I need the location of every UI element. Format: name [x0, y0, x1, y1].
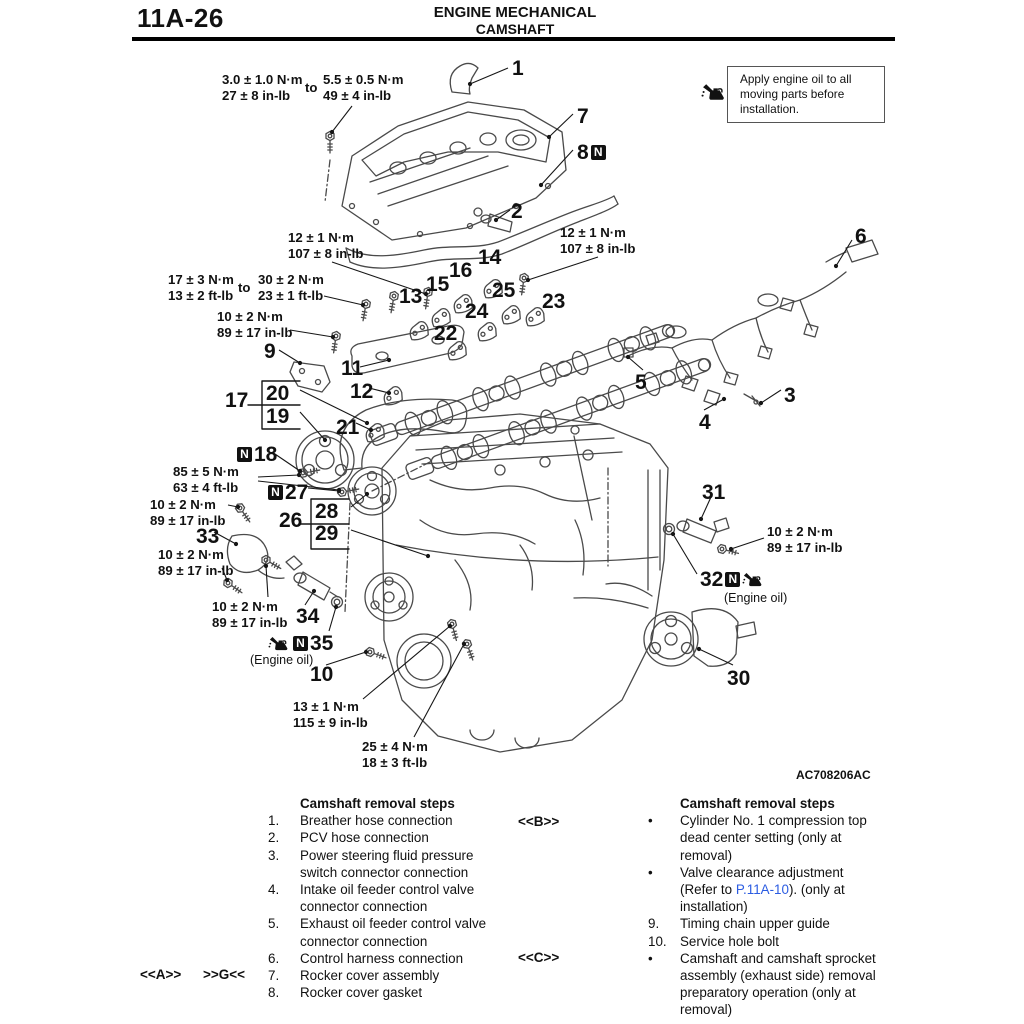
figure-code: AC708206AC: [796, 768, 871, 782]
legend-item: [268, 847, 524, 881]
callout-21: [336, 417, 359, 438]
callout-number: 11: [341, 357, 364, 380]
torque-spec: 3.0 ± 1.0 N·m 27 ± 8 in-lb: [222, 72, 303, 103]
section-title: ENGINE MECHANICAL: [433, 4, 597, 21]
torque-spec: 17 ± 3 N·m 13 ± 2 ft-lb: [168, 272, 234, 303]
callout-13: [399, 286, 422, 307]
legend-bullet: •: [648, 864, 653, 880]
torque-spec: 25 ± 4 N·m 18 ± 3 ft-lb: [362, 739, 428, 770]
legend-item: [648, 864, 888, 916]
new-part-symbol: N: [591, 145, 606, 160]
callout-5: [635, 372, 647, 393]
legend-right: [648, 795, 888, 1019]
procedure-marker: <<C>>: [518, 950, 560, 965]
callout-10: [310, 664, 333, 685]
callout-2: [511, 201, 523, 222]
note-text: Apply engine oil to all moving parts before installation.: [740, 72, 852, 116]
legend-number: 4.: [268, 882, 280, 898]
engine-oil-caption: (Engine oil): [250, 653, 314, 667]
callout-number: 9: [264, 340, 276, 363]
torque-spec: 12 ± 1 N·m 107 ± 8 in-lb: [560, 225, 636, 256]
callout-number: 3: [784, 384, 796, 407]
callout-3: [784, 385, 796, 406]
procedure-marker: >>G<<: [203, 967, 246, 982]
legend-text: Timing chain upper guide: [680, 916, 830, 932]
procedure-marker: <<B>>: [518, 814, 560, 829]
callout-number: 29: [315, 522, 339, 545]
callout-number: 2: [511, 200, 523, 223]
callout-number: 26: [279, 509, 303, 532]
legend-text: Exhaust oil feeder control valve connector connection: [300, 916, 487, 949]
legend-left: [268, 795, 524, 1001]
new-part-symbol: N: [293, 636, 308, 651]
callout-number: 7: [577, 105, 589, 128]
legend-item: [648, 950, 888, 1019]
legend-item: [268, 881, 524, 915]
callout-34: [296, 606, 319, 627]
callout-number: 13: [399, 285, 423, 308]
callout-number: 19: [266, 405, 290, 428]
torque-spec: 12 ± 1 N·m 107 ± 8 in-lb: [288, 230, 364, 261]
callout-number: 34: [296, 605, 320, 628]
legend-text: Power steering fluid pressure switch connector connection: [300, 847, 474, 880]
torque-joiner: to: [305, 80, 318, 95]
callout-number: 1: [512, 57, 524, 80]
oil-can-icon: [268, 637, 291, 651]
callout-number: 16: [449, 259, 473, 282]
callout-12: [350, 381, 373, 402]
legend-item: [268, 829, 524, 846]
legend-text: Camshaft and camshaft sprocket assembly (exhaust side) removal preparatory operation (only at removal): [680, 950, 876, 1018]
legend-item: [268, 915, 524, 949]
legend-number: 3.: [268, 847, 280, 863]
torque-spec: 10 ± 2 N·m 89 ± 17 in-lb: [158, 547, 234, 578]
callout-6: [855, 226, 867, 247]
callout-9: [264, 341, 276, 362]
callout-23: [542, 291, 565, 312]
legend-number: 10.: [648, 933, 667, 949]
callout-number: 21: [336, 416, 360, 439]
legend-number: 7.: [268, 968, 280, 984]
callout-30: [727, 668, 750, 689]
callout-20: [266, 383, 289, 404]
callout-number: 12: [350, 380, 374, 403]
callout-number: 30: [727, 667, 751, 690]
callout-18: [237, 444, 277, 465]
subsection-title: CAMSHAFT: [475, 21, 555, 37]
new-part-symbol: N: [237, 447, 252, 462]
legend-item: [268, 950, 524, 967]
legend-text: Cylinder No. 1 compression top dead center setting (only at removal): [680, 813, 867, 863]
new-part-symbol: N: [268, 485, 283, 500]
callout-number: 24: [465, 300, 489, 323]
legend-item: [268, 967, 524, 984]
callout-27: [268, 482, 308, 503]
procedure-marker: <<A>>: [140, 967, 182, 982]
legend-item: [268, 984, 524, 1001]
legend-bullet: •: [648, 813, 653, 829]
torque-joiner: to: [238, 280, 251, 295]
page-code: 11A-26: [137, 3, 224, 33]
callout-8: [577, 142, 606, 163]
callout-25: [492, 280, 515, 301]
legend-text: Control harness connection: [300, 950, 464, 966]
torque-spec: 10 ± 2 N·m 89 ± 17 in-lb: [767, 524, 843, 555]
callout-number: 23: [542, 290, 566, 313]
callout-26: [279, 510, 302, 531]
callout-number: 32: [700, 568, 724, 591]
callout-number: 35: [310, 632, 334, 655]
legend-number: 1.: [268, 813, 280, 829]
callout-11: [341, 358, 363, 379]
callout-4: [699, 412, 711, 433]
callout-number: 15: [426, 273, 450, 296]
callout-33: [196, 526, 219, 547]
callout-number: 10: [310, 663, 334, 686]
legend-text: PCV hose connection: [300, 830, 429, 846]
callout-number: 4: [699, 411, 711, 434]
legend-text: Breather hose connection: [300, 813, 453, 829]
callout-31: [702, 482, 725, 503]
callout-number: 25: [492, 279, 516, 302]
callout-15: [426, 274, 449, 295]
legend-title: Camshaft removal steps: [300, 796, 455, 811]
callout-16: [449, 260, 472, 281]
torque-spec: 13 ± 1 N·m 115 ± 9 in-lb: [293, 699, 368, 730]
legend-item: [648, 915, 888, 932]
callout-number: 20: [266, 382, 290, 405]
callout-number: 18: [254, 443, 278, 466]
callout-17: [225, 390, 248, 411]
legend-number: 8.: [268, 985, 280, 1001]
callout-number: 17: [225, 389, 249, 412]
callout-number: 14: [478, 246, 502, 269]
callout-number: 8: [577, 141, 589, 164]
legend-number: 9.: [648, 916, 660, 932]
callout-7: [577, 106, 589, 127]
torque-spec: 30 ± 2 N·m 23 ± 1 ft-lb: [258, 272, 324, 303]
callout-22: [434, 323, 457, 344]
new-part-symbol: N: [725, 572, 740, 587]
callout-14: [478, 247, 501, 268]
oil-can-icon: [742, 573, 765, 587]
callout-24: [465, 301, 488, 322]
callout-number: 33: [196, 525, 220, 548]
legend-text: Valve clearance adjustment (Refer to P.11A-10). (only at installation): [680, 864, 845, 915]
legend-text: Service hole bolt: [680, 933, 779, 949]
page-ref-link[interactable]: P.11A-10: [735, 882, 789, 898]
callout-32: [700, 569, 765, 590]
callout-number: 6: [855, 225, 867, 248]
legend-text: Intake oil feeder control valve connector connection: [300, 882, 475, 915]
torque-spec: 10 ± 2 N·m 89 ± 17 in-lb: [217, 309, 293, 340]
callout-28: [315, 501, 338, 522]
callout-1: [512, 58, 524, 79]
legend-text: Rocker cover assembly: [300, 968, 440, 984]
legend-item: [648, 933, 888, 950]
callout-number: 27: [285, 481, 309, 504]
legend-title: Camshaft removal steps: [680, 796, 835, 811]
legend-bullet: •: [648, 950, 653, 966]
torque-spec: 5.5 ± 0.5 N·m 49 ± 4 in-lb: [323, 72, 404, 103]
legend-number: 2.: [268, 830, 280, 846]
callout-number: 31: [702, 481, 726, 504]
torque-spec: 85 ± 5 N·m 63 ± 4 ft-lb: [173, 464, 239, 495]
torque-spec: 10 ± 2 N·m 89 ± 17 in-lb: [212, 599, 288, 630]
legend-number: 5.: [268, 916, 280, 932]
legend-number: 6.: [268, 950, 280, 966]
callout-number: 22: [434, 322, 458, 345]
legend-text: Rocker cover gasket: [300, 985, 423, 1001]
callout-19: [266, 406, 289, 427]
callout-35: [268, 633, 333, 654]
callout-29: [315, 523, 338, 544]
callout-number: 28: [315, 500, 339, 523]
callout-number: 5: [635, 371, 647, 394]
engine-oil-caption: (Engine oil): [724, 591, 788, 605]
torque-spec: 10 ± 2 N·m 89 ± 17 in-lb: [150, 497, 226, 528]
legend-item: [648, 812, 888, 864]
legend-item: [268, 812, 524, 829]
